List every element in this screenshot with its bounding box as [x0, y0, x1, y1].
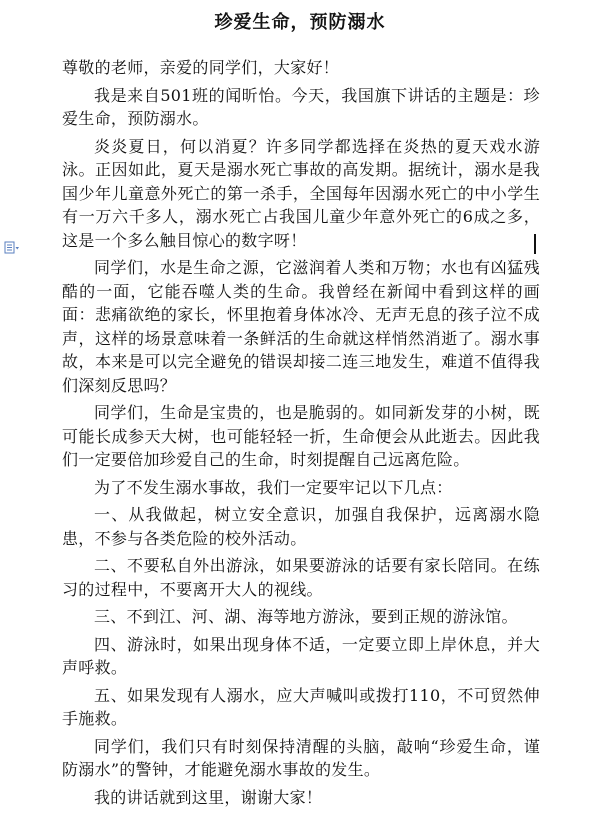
- text-cursor: [534, 234, 536, 254]
- summer-paragraph: 炎炎夏日，何以消夏？许多同学都选择在炎热的夏天戏水游泳。正因如此，夏天是溺水死亡事故的高发期。据统计，溺水是我国少年儿童意外死亡的第一杀手，全国每年因溺水死亡的中小学生有一万六千多人，溺水死亡占我国儿童少年意外死亡的6成之多，这是一个多么触目惊心的数字呀！: [62, 136, 540, 250]
- document-body[interactable]: [62, 56, 540, 813]
- greeting-paragraph: 尊敬的老师，亲爱的同学们，大家好！: [62, 58, 340, 77]
- water-paragraph: 同学们，水是生命之源，它滋润着人类和万物；水也有凶猛残酷的一面，它能吞噬人类的生命。我曾经在新闻中看到这样的画面：悲痛欲绝的家长，怀里抱着身体冰冷、无声无息的孩子泣不成声，这样的场景意味着一条鲜活的生命就这样悄然消逝了。溺水事故，本来是可以完全避免的错误却接二连三地发生，难道不值得我们深刻反思吗？: [62, 258, 540, 395]
- closing-paragraph: 我的讲话就到这里，谢谢大家！: [94, 787, 323, 807]
- rule-1-paragraph: 一、从我做起，树立安全意识，加强自我保护，远离溺水隐患，不参与各类危险的校外活动。: [62, 505, 540, 548]
- conclusion-paragraph: 同学们，我们只有时刻保持清醒的头脑，敲响“珍爱生命，谨防溺水”的警钟，才能避免溺水事故的发生。: [62, 736, 540, 779]
- rules-intro-paragraph: 为了不发生溺水事故，我们一定要牢记以下几点：: [94, 477, 453, 497]
- rule-5-paragraph: 五、如果发现有人溺水，应大声喊叫或拨打110，不可贸然伸手施救。: [62, 685, 540, 728]
- rule-3-paragraph: 三、不到江、河、湖、海等地方游泳，要到正规的游泳馆。: [94, 607, 518, 626]
- rule-4-paragraph: 四、游泳时，如果出现身体不适，一定要立即上岸休息，并大声呼救。: [62, 634, 540, 677]
- intro-paragraph: 我是来自501班的闻昕怡。今天，我国旗下讲话的主题是：珍爱生命，预防溺水。: [62, 85, 540, 128]
- page-title: 珍爱生命，预防溺水: [214, 12, 386, 33]
- paragraph-options-icon[interactable]: [4, 240, 20, 254]
- life-paragraph: 同学们，生命是宝贵的，也是脆弱的。如同新发芽的小树，既可能长成参天大树，也可能轻轻一折，生命便会从此逝去。因此我们一定要倍加珍爱自己的生命，时刻提醒自己远离危险。: [62, 403, 540, 469]
- rule-2-paragraph: 二、不要私自外出游泳，如果要游泳的话要有家长陪同。在练习的过程中，不要离开大人的视线。: [62, 556, 540, 599]
